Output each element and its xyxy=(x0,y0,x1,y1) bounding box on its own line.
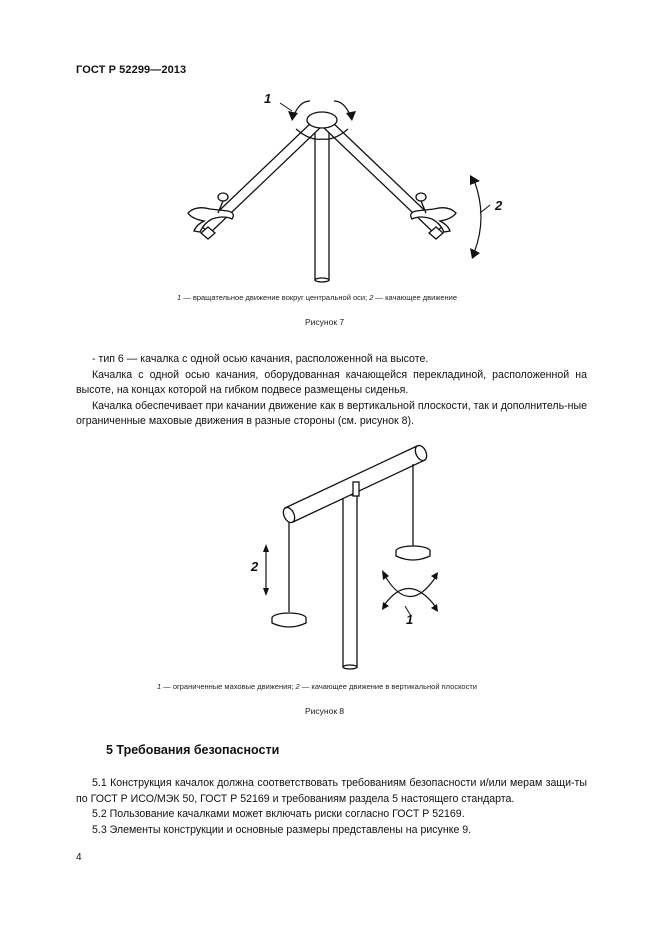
paragraph-motion: Качалка обеспечивает при качании движение как в вертикальной плоскости, так и дополнитель-ные ограниченные маховые движения в разные стороны (см. рисунок 8). xyxy=(76,399,587,427)
clause-5-1: 5.1 Конструкция качалок должна соответствовать требованиям безопасности и/или мерам защи-ты по ГОСТ Р ИСО/МЭК 50, ГОСТ Р 52169 и требованиям раздела 5 настоящего стандарта. xyxy=(76,777,587,805)
figure-8-title: Рисунок 8 xyxy=(305,706,345,716)
caption-text-2: — качающее движение xyxy=(373,293,458,302)
figure-8-caption xyxy=(157,682,477,691)
figure-7-label-2: 2 xyxy=(495,198,503,213)
caption-text-2: — качающее движение в вертикальной плоскости xyxy=(299,682,477,691)
clause-5-2: 5.2 Пользование качалками может включать риски согласно ГОСТ Р 52169. xyxy=(92,808,465,820)
caption-num-2: 2 xyxy=(369,293,374,302)
paragraph-type-6: - тип 6 — качалка с одной осью качания, расположенной на высоте. xyxy=(92,353,429,365)
figure-7-drawing xyxy=(170,85,520,290)
caption-num-1: 1 xyxy=(177,293,182,302)
figure-8-label-2: 2 xyxy=(251,559,259,574)
paragraph-description: Качалка с одной осью качания, оборудованная качающейся перекладиной, расположенной на высоте, на концах которой на гибком подвесе размещены сиденья. xyxy=(76,368,587,396)
caption-num-1: 1 xyxy=(157,682,162,691)
document-header: ГОСТ Р 52299—2013 xyxy=(76,64,187,76)
clause-5-3: 5.3 Элементы конструкции и основные размеры представлены на рисунке 9. xyxy=(92,823,472,836)
section-5-body xyxy=(76,776,587,838)
figure-8-drawing xyxy=(245,438,445,673)
figure-8-label-1: 1 xyxy=(406,612,414,627)
caption-text-1: — вращательное движение вокруг центральной оси; xyxy=(181,293,370,302)
page-number: 4 xyxy=(76,852,82,863)
section-title: 5 Требования безопасности xyxy=(106,743,280,757)
figure-7-label-1: 1 xyxy=(264,91,272,106)
figure-7-title: Рисунок 7 xyxy=(305,317,345,327)
caption-num-2: 2 xyxy=(295,682,300,691)
figure-7-caption xyxy=(177,293,457,302)
caption-text-1: — ограниченные маховые движения; xyxy=(161,682,296,691)
body-text xyxy=(76,352,587,430)
